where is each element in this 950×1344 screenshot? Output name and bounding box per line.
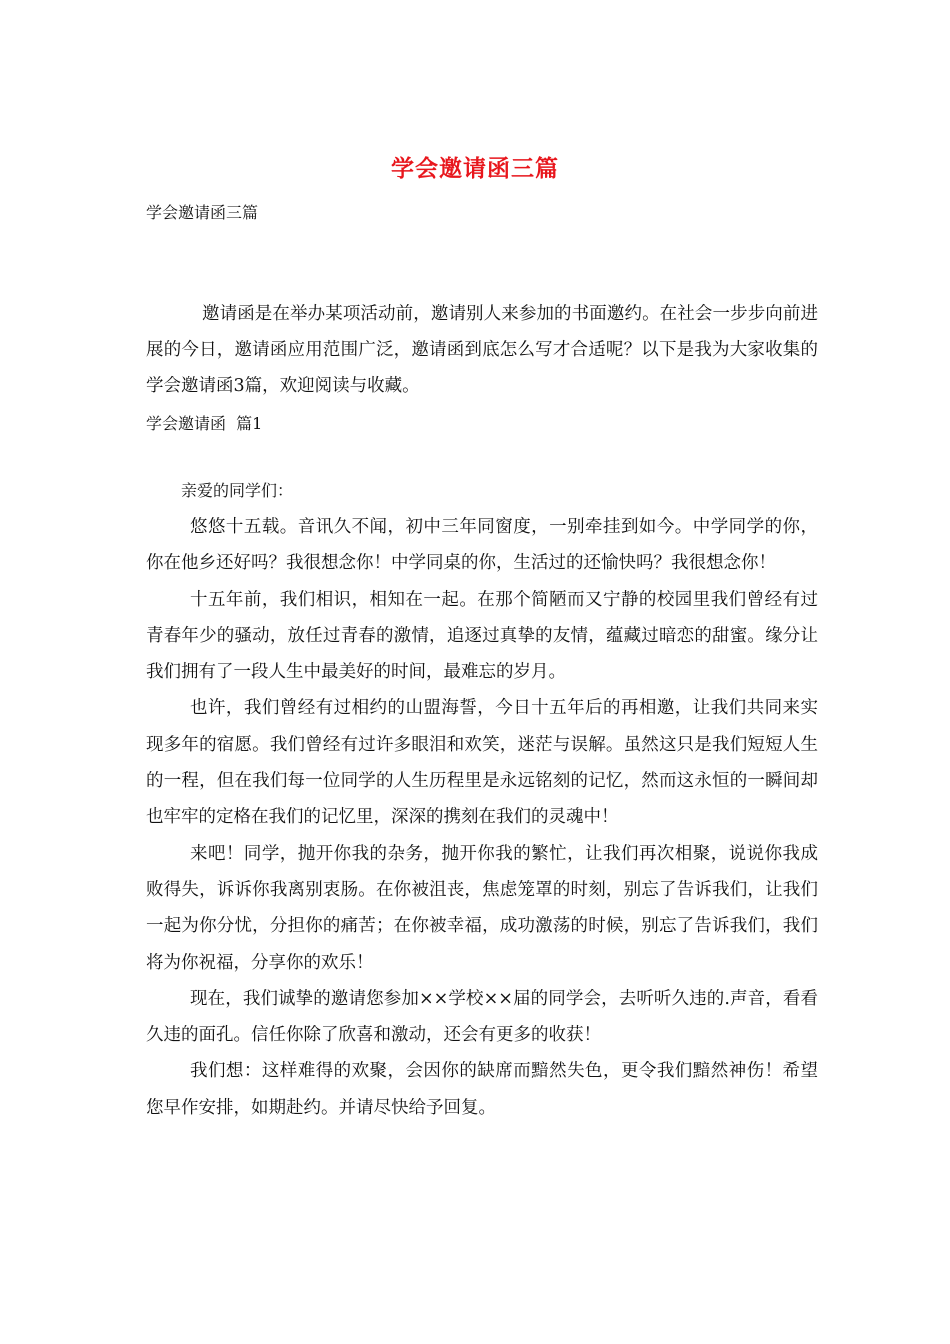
document-subtitle: 学会邀请函三篇 <box>146 203 259 222</box>
letter-paragraph: 也许，我们曾经有过相约的山盟海誓，今日十五年后的再相邀，让我们共同来实现多年的宿愿。我们曾经有过许多眼泪和欢笑，迷茫与误解。虽然这只是我们短短人生的一程，但在我们每一位同学的人生历程里是永远铭刻的记忆，然而这永恒的一瞬间却也牢牢的定格在我们的记忆里，深深的携刻在我们的灵魂中！ <box>146 698 818 828</box>
letter-paragraph: 我们想：这样难得的欢聚，会因你的缺席而黯然失色，更令我们黯然神伤！希望您早作安排，如期赴约。并请尽快给予回复。 <box>146 1061 818 1118</box>
document-title: 学会邀请函三篇 <box>391 155 559 182</box>
letter-paragraph: 悠悠十五载。音讯久不闻，初中三年同窗度，一别牵挂到如今。中学同学的你，你在他乡还好吗？我很想念你！中学同桌的你，生活过的还愉快吗？我很想念你！ <box>146 517 818 574</box>
letter-greeting: 亲爱的同学们： <box>181 481 294 500</box>
letter-body <box>146 509 818 1126</box>
letter-paragraph: 现在，我们诚挚的邀请您参加××学校××届的同学会，去听听久违的.声音，看看久违的面孔。信任你除了欣喜和激动，还会有更多的收获！ <box>146 988 818 1046</box>
letter-paragraph: 十五年前，我们相识，相知在一起。在那个简陋而又宁静的校园里我们曾经有过青春年少的骚动，放任过青春的激情，追逐过真挚的友情，蕴藏过暗恋的甜蜜。缘分让我们拥有了一段人生中最美好的时间，最难忘的岁月。 <box>146 589 818 683</box>
section-heading: 学会邀请函 篇1 <box>146 414 263 433</box>
letter-paragraph: 来吧！同学，抛开你我的杂务，抛开你我的繁忙，让我们再次相聚，说说你我成败得失，诉诉你我离别衷肠。在你被沮丧，焦虑笼罩的时刻，别忘了告诉我们，让我们一起为你分忧，分担你的痛苦；在你被幸福，成功激荡的时候，别忘了告诉我们，我们将为你祝福，分享你的欢乐！ <box>146 843 818 973</box>
intro-paragraph: 邀请函是在举办某项活动前，邀请别人来参加的书面邀约。在社会一步步向前进展的今日，邀请函应用范围广泛，邀请函到底怎么写才合适呢？以下是我为大家收集的学会邀请函3篇，欢迎阅读与收藏。 <box>146 304 818 396</box>
